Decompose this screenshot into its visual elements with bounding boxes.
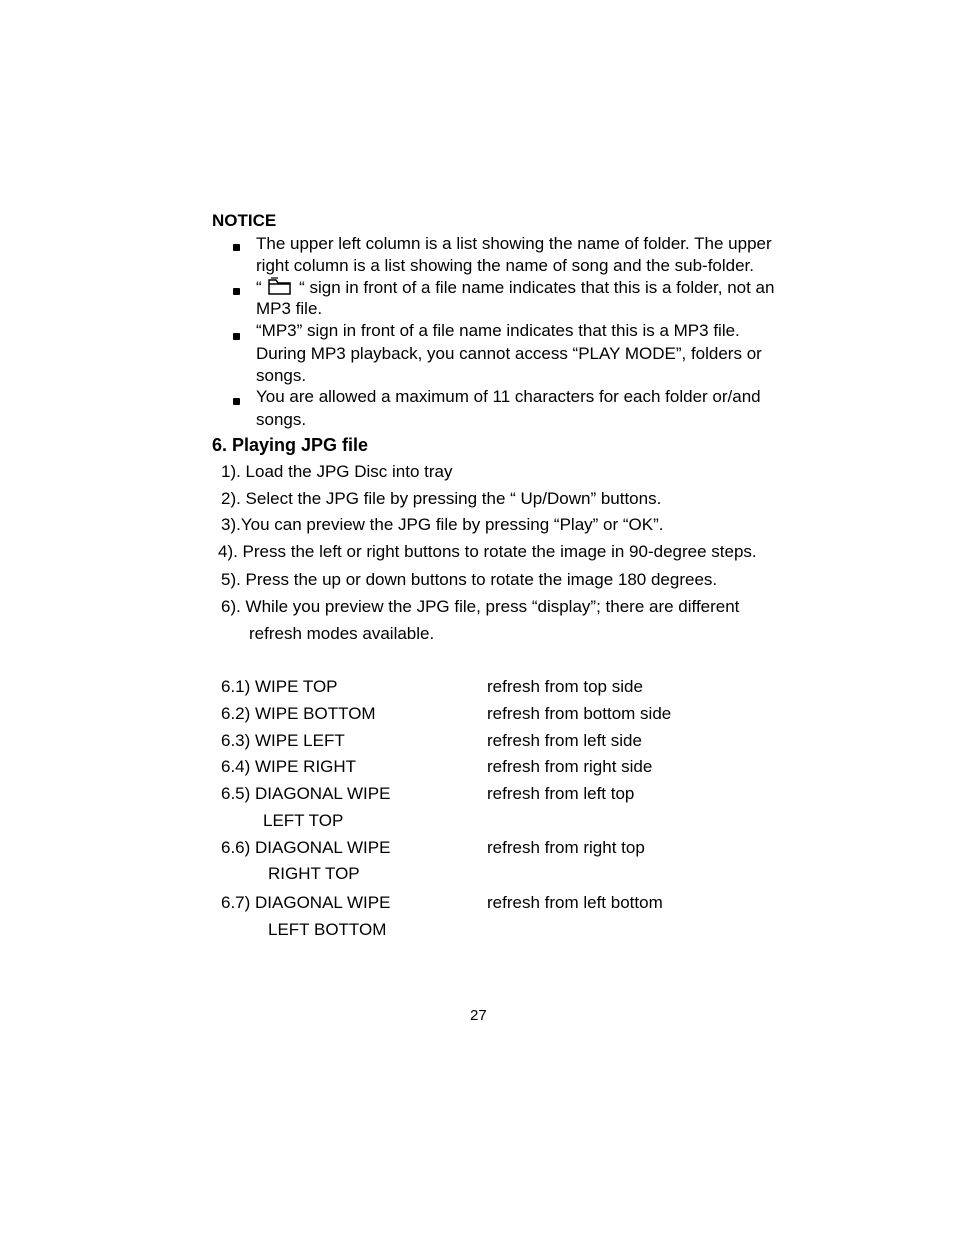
step-2: 2). Select the JPG file by pressing the “ Up/Down” buttons. — [221, 489, 662, 508]
bullet-icon — [233, 398, 240, 405]
step-6: 6). While you preview the JPG file, press “display”; there are different — [221, 597, 740, 616]
notice-bullet-1-line-2: right column is a list showing the name of song and the sub-folder. — [256, 256, 755, 275]
mode-name: 6.7) DIAGONAL WIPE — [221, 893, 391, 912]
mode-desc: refresh from left top — [487, 784, 635, 803]
step-6-continued: refresh modes available. — [249, 624, 435, 643]
notice-bullet-3-line-1: “MP3” sign in front of a file name indicates that this is a MP3 file. — [256, 321, 740, 340]
quote-open: “ — [256, 278, 262, 297]
notice-bullet-1-line-1: The upper left column is a list showing the name of folder. The upper — [256, 234, 772, 253]
mode-name: 6.4) WIPE RIGHT — [221, 757, 357, 776]
mode-desc: refresh from left side — [487, 731, 642, 750]
step-1: 1). Load the JPG Disc into tray — [221, 462, 453, 481]
mode-desc: refresh from right side — [487, 757, 653, 776]
mode-desc: refresh from right top — [487, 838, 645, 857]
notice-bullet-3-line-2: During MP3 playback, you cannot access “PLAY MODE”, folders or — [256, 344, 762, 363]
mode-name: 6.6) DIAGONAL WIPE — [221, 838, 391, 857]
notice-bullet-2-line-2: MP3 file. — [256, 299, 323, 318]
step-3: 3).You can preview the JPG file by pressing “Play” or “OK”. — [221, 515, 664, 534]
folder-icon — [268, 277, 292, 296]
notice-bullet-2-line-1 — [256, 277, 774, 298]
mode-name-continued: LEFT BOTTOM — [268, 920, 387, 939]
mode-name: 6.3) WIPE LEFT — [221, 731, 345, 750]
mode-desc: refresh from left bottom — [487, 893, 663, 912]
mode-name: 6.5) DIAGONAL WIPE — [221, 784, 391, 803]
mode-name: 6.1) WIPE TOP — [221, 677, 338, 696]
page-number: 27 — [470, 1007, 487, 1024]
bullet-icon — [233, 244, 240, 251]
bullet-icon — [233, 333, 240, 340]
step-4: 4). Press the left or right buttons to rotate the image in 90-degree steps. — [218, 542, 757, 561]
notice-bullet-3-line-3: songs. — [256, 366, 307, 385]
mode-name-continued: RIGHT TOP — [268, 864, 360, 883]
notice-bullet-4-line-2: songs. — [256, 410, 307, 429]
bullet-icon — [233, 288, 240, 295]
step-5: 5). Press the up or down buttons to rotate the image 180 degrees. — [221, 570, 718, 589]
mode-desc: refresh from bottom side — [487, 704, 672, 723]
mode-desc: refresh from top side — [487, 677, 643, 696]
section-heading: 6. Playing JPG file — [212, 435, 369, 455]
notice-bullet-4-line-1: You are allowed a maximum of 11 characters for each folder or/and — [256, 387, 761, 406]
mode-name-continued: LEFT TOP — [263, 811, 344, 830]
notice-heading: NOTICE — [212, 211, 277, 230]
notice-bullet-2-text: “ sign in front of a file name indicates that this is a folder, not an — [299, 278, 775, 297]
mode-name: 6.2) WIPE BOTTOM — [221, 704, 376, 723]
